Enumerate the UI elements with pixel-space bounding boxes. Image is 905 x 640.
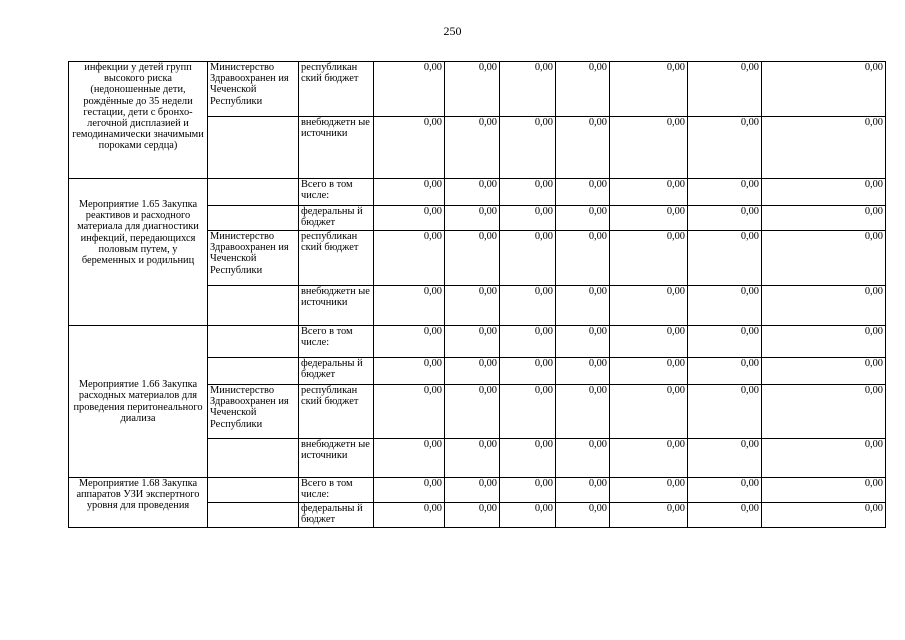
value-cell: 0,00 [762,286,886,326]
value-cell: 0,00 [374,117,445,179]
funding-source: внебюджетн ые источники [299,439,374,478]
responsible-ministry: Министерство Здравоохранен ия Чеченской Республики [208,62,299,117]
responsible-ministry: Министерство Здравоохранен ия Чеченской Республики [208,385,299,439]
value-cell: 0,00 [445,179,500,206]
value-cell: 0,00 [688,179,762,206]
funding-source: внебюджетн ые источники [299,286,374,326]
value-cell: 0,00 [610,206,688,231]
value-cell: 0,00 [445,326,500,358]
value-cell: 0,00 [445,478,500,503]
value-cell: 0,00 [445,358,500,385]
value-cell: 0,00 [688,503,762,528]
value-cell: 0,00 [610,62,688,117]
table-row [69,478,886,503]
responsible-empty [208,326,299,358]
value-cell: 0,00 [762,179,886,206]
value-cell: 0,00 [556,62,610,117]
value-cell: 0,00 [610,326,688,358]
value-cell: 0,00 [610,503,688,528]
funding-source: республикан ский бюджет [299,385,374,439]
event-description: Мероприятие 1.66 Закупка расходных материалов для проведения перитонеального диализа [69,326,208,478]
event-description: инфекции у детей групп высокого риска (недоношенные дети, рождённые до 35 недели гестации, дети с бронхо-легочной дисплазией и гемодинамически значимыми пороками сердца) [69,62,208,179]
value-cell: 0,00 [762,117,886,179]
value-cell: 0,00 [610,179,688,206]
value-cell: 0,00 [500,231,556,286]
value-cell: 0,00 [688,231,762,286]
value-cell: 0,00 [688,62,762,117]
value-cell: 0,00 [500,503,556,528]
value-cell: 0,00 [445,286,500,326]
value-cell: 0,00 [500,439,556,478]
value-cell: 0,00 [610,439,688,478]
value-cell: 0,00 [556,231,610,286]
value-cell: 0,00 [374,358,445,385]
value-cell: 0,00 [688,286,762,326]
value-cell: 0,00 [556,117,610,179]
table-row [69,326,886,358]
value-cell: 0,00 [374,62,445,117]
event-description: Мероприятие 1.68 Закупка аппаратов УЗИ экспертного уровня для проведения [69,478,208,528]
value-cell: 0,00 [762,231,886,286]
value-cell: 0,00 [610,358,688,385]
value-cell: 0,00 [500,179,556,206]
page-number: 250 [443,24,462,38]
value-cell: 0,00 [500,117,556,179]
event-description: Мероприятие 1.65 Закупка реактивов и расходного материала для диагностики инфекций, передающихся половым путем, у беременных и родильниц [69,179,208,326]
funding-table [68,61,886,528]
funding-source: республикан ский бюджет [299,231,374,286]
responsible-empty [208,439,299,478]
value-cell: 0,00 [374,286,445,326]
funding-source: республикан ский бюджет [299,62,374,117]
value-cell: 0,00 [610,286,688,326]
value-cell: 0,00 [374,206,445,231]
funding-source: федеральны й бюджет [299,503,374,528]
value-cell: 0,00 [610,478,688,503]
value-cell: 0,00 [500,478,556,503]
value-cell: 0,00 [556,326,610,358]
value-cell: 0,00 [500,62,556,117]
value-cell: 0,00 [500,326,556,358]
value-cell: 0,00 [445,231,500,286]
value-cell: 0,00 [556,179,610,206]
funding-source: Всего в том числе: [299,478,374,503]
funding-source: Всего в том числе: [299,326,374,358]
value-cell: 0,00 [500,358,556,385]
value-cell: 0,00 [445,117,500,179]
value-cell: 0,00 [445,439,500,478]
value-cell: 0,00 [610,385,688,439]
responsible-empty [208,179,299,206]
value-cell: 0,00 [374,503,445,528]
value-cell: 0,00 [445,62,500,117]
funding-source: федеральны й бюджет [299,358,374,385]
responsible-empty [208,478,299,503]
value-cell: 0,00 [374,326,445,358]
value-cell: 0,00 [556,358,610,385]
value-cell: 0,00 [556,503,610,528]
value-cell: 0,00 [374,231,445,286]
responsible-empty [208,117,299,179]
value-cell: 0,00 [762,358,886,385]
value-cell: 0,00 [500,206,556,231]
value-cell: 0,00 [762,206,886,231]
value-cell: 0,00 [556,478,610,503]
value-cell: 0,00 [688,117,762,179]
responsible-empty [208,286,299,326]
responsible-empty [208,503,299,528]
value-cell: 0,00 [374,478,445,503]
funding-source: федеральны й бюджет [299,206,374,231]
value-cell: 0,00 [762,62,886,117]
value-cell: 0,00 [762,439,886,478]
value-cell: 0,00 [688,439,762,478]
value-cell: 0,00 [688,478,762,503]
value-cell: 0,00 [445,206,500,231]
value-cell: 0,00 [688,326,762,358]
table-row [69,62,886,117]
value-cell: 0,00 [445,503,500,528]
responsible-empty [208,206,299,231]
value-cell: 0,00 [556,286,610,326]
funding-source: Всего в том числе: [299,179,374,206]
responsible-empty [208,358,299,385]
value-cell: 0,00 [762,478,886,503]
value-cell: 0,00 [762,385,886,439]
value-cell: 0,00 [762,503,886,528]
value-cell: 0,00 [610,231,688,286]
value-cell: 0,00 [610,117,688,179]
value-cell: 0,00 [762,326,886,358]
funding-source: внебюджетн ые источники [299,117,374,179]
value-cell: 0,00 [374,179,445,206]
value-cell: 0,00 [688,206,762,231]
value-cell: 0,00 [374,439,445,478]
value-cell: 0,00 [556,385,610,439]
value-cell: 0,00 [688,358,762,385]
value-cell: 0,00 [556,206,610,231]
value-cell: 0,00 [688,385,762,439]
value-cell: 0,00 [500,286,556,326]
value-cell: 0,00 [374,385,445,439]
value-cell: 0,00 [445,385,500,439]
table-row [69,179,886,206]
value-cell: 0,00 [556,439,610,478]
responsible-ministry: Министерство Здравоохранен ия Чеченской Республики [208,231,299,286]
value-cell: 0,00 [500,385,556,439]
